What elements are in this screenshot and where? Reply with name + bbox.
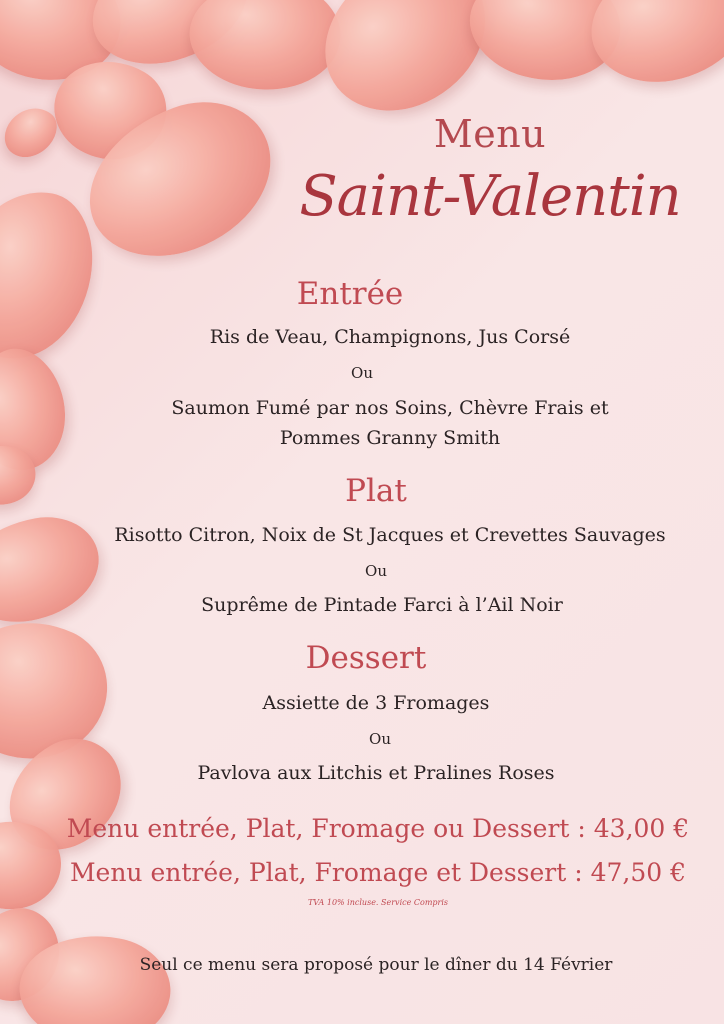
footer-note: Seul ce menu sera proposé pour le dîner du 14 Février — [139, 955, 613, 975]
section-heading-plat: Plat — [345, 473, 407, 509]
dish-entree-1: Ris de Veau, Champignons, Jus Corsé — [209, 326, 571, 348]
menu-label: Menu — [433, 112, 547, 156]
dish-plat-1: Risotto Citron, Noix de St Jacques et Crevettes Sauvages — [114, 524, 666, 546]
or-separator-entree: Ou — [351, 364, 373, 382]
tva-note: TVA 10% incluse. Service Compris — [307, 898, 449, 907]
price-line-2: Menu entrée, Plat, Fromage et Dessert : 47,50 € — [69, 858, 687, 887]
dish-dessert-2: Pavlova aux Litchis et Pralines Roses — [197, 762, 555, 784]
price-line-1: Menu entrée, Plat, Fromage ou Dessert : 43,00 € — [66, 814, 690, 843]
dish-entree-2-line1: Saumon Fumé par nos Soins, Chèvre Frais et — [171, 397, 609, 419]
page-title: Saint-Valentin — [299, 164, 681, 229]
dish-entree-2-line2: Pommes Granny Smith — [279, 427, 501, 449]
section-heading-dessert: Dessert — [305, 640, 427, 676]
section-heading-entree: Entrée — [296, 276, 404, 312]
or-separator-dessert: Ou — [369, 730, 391, 748]
dish-plat-2: Suprême de Pintade Farci à l’Ail Noir — [201, 594, 563, 616]
dish-dessert-1: Assiette de 3 Fromages — [262, 692, 490, 714]
or-separator-plat: Ou — [365, 562, 387, 580]
